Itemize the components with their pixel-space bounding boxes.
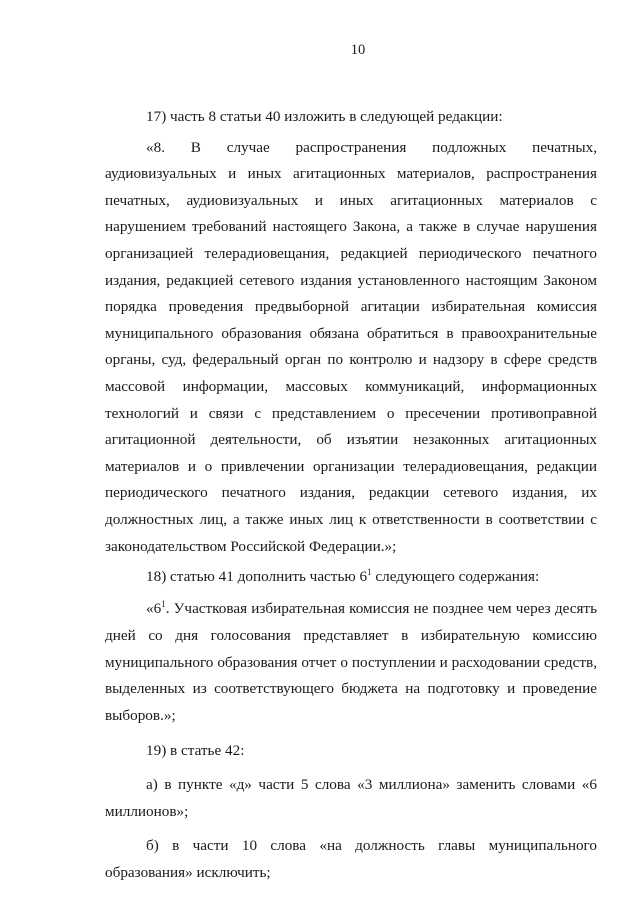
paragraph-item-17: 17) часть 8 статьи 40 изложить в следующей редакции: [146,108,503,125]
paragraph-item-19: 19) в статье 42: [146,741,245,759]
superscript: 1 [367,567,372,578]
paragraph-part-8-text: «8. В случае распространения подложных печатных, аудиовизуальных и иных агитационных материалов, распространения печатных, аудиовизуальных и иных агитационных материалов с нарушением требований настоящего Закона, а также в случае нарушения организацией телерадиовещания, редакцией периодического печатного издания, редакцией сетевого издания установленного настоящим Законом порядка проведения предвыборной агитации избирательная комиссия муниципального образования обязана обратиться в правоохранительные органы, суд, федеральный орган по контролю и надзору в сфере средств массовой информации, массовых коммуникаций, информационных технологий и связи с представлением о пресечении противоправной агитационной деятельности, об изъятии незаконных агитационных материалов и о привлечении организации телерадиовещания, редакции периодического печатного издания, редакции сетевого издания, их должностных лиц, а также иных лиц к ответственности в соответствии с законодательством Российской Федерации.»; [105,138,597,555]
paragraph-sub-a: а) в пункте «д» части 5 слова «3 миллиона» заменить словами «6 миллионов»; [105,776,597,820]
paragraph-item-18-text-b: следующего содержания: [371,568,540,586]
superscript: 1 [161,598,166,609]
paragraph-item-18-text-a: 18) статью 41 дополнить частью 6 [146,568,368,586]
page-number: 10 [350,42,366,58]
paragraph-part-6-1-text [105,596,597,730]
paragraph-part-6-1-text-b: . Участковая избирательная комиссия не позднее чем через десять дней со дня голосования представляет в избирательную комиссию муниципального образования отчет о поступлении и расходовании средств, выделенных из соответствующего бюджета на подготовку и проведение выборов.»; [105,599,597,725]
paragraph-sub-b: б) в части 10 слова «на должность главы муниципального образования» исключить; [105,837,597,882]
paragraph-item-18 [105,564,597,592]
document-body [105,104,597,887]
paragraph-part-6-1-text-a: «6 [146,599,162,617]
